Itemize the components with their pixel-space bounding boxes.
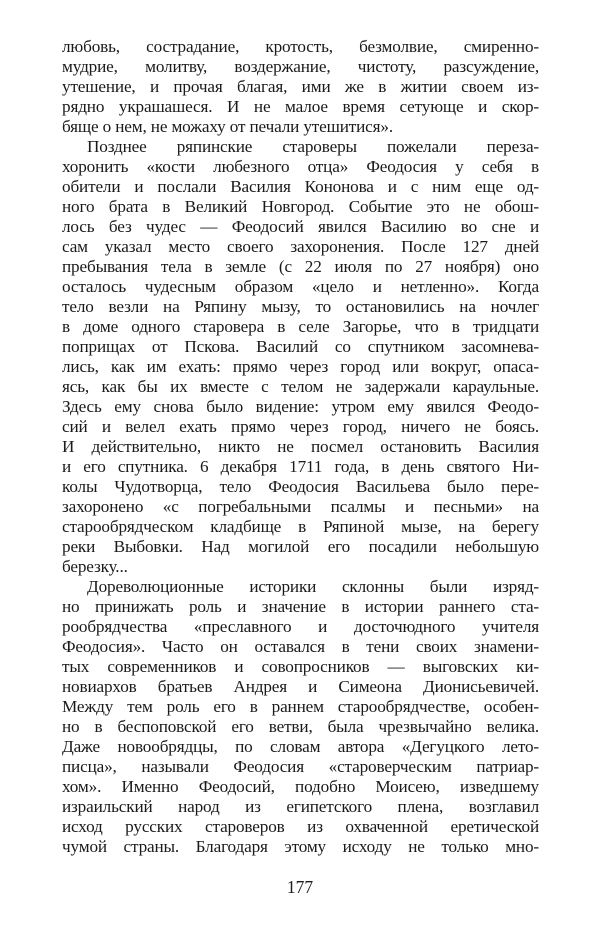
- page-body-text: [62, 37, 539, 857]
- text-line: рядно украшашеся. И не малое время сетующе и скор-: [62, 97, 539, 116]
- text-line: захоронено «с погребальными псалмы и песньми» на: [62, 497, 539, 516]
- text-line: Позднее ряпинские староверы пожелали переза-: [87, 137, 539, 156]
- text-line: лось без чудес — Феодосий явился Василию во сне и: [62, 217, 539, 236]
- text-line: тых современников и совопросников — выговских ки-: [62, 657, 539, 676]
- text-line: осталось чудесным образом «цело и нетленно». Когда: [62, 277, 539, 296]
- text-line: березку...: [62, 557, 128, 576]
- paragraph: [62, 577, 539, 857]
- text-line: Здесь ему снова было видение: утром ему явился Феодо-: [62, 397, 539, 416]
- text-line: хоронить «кости любезного отца» Феодосия у себя в: [62, 157, 539, 176]
- text-line: исход русских староверов из охваченной еретической: [62, 817, 539, 836]
- text-line: лись, как им ехать: прямо через город или вокруг, опаса-: [62, 357, 539, 376]
- paragraph: [62, 37, 539, 137]
- text-line: ясь, как бы их вместе с телом не задержали караульные.: [62, 377, 539, 396]
- page-number: 177: [286, 877, 314, 897]
- text-line: писца», называли Феодосия «староверческим патриар-: [62, 757, 539, 776]
- text-line: Феодосия». Часто он оставался в тени своих знамени-: [62, 637, 539, 656]
- text-line: пребывания тела в земле (с 22 июля по 27 ноября) оно: [62, 257, 539, 276]
- text-line: новиархов братьев Андрея и Симеона Дионисьевичей.: [62, 677, 539, 696]
- text-line: чумой страны. Благодаря этому исходу не только мно-: [62, 837, 539, 856]
- text-line: в доме одного старовера в селе Загорье, что в тридцати: [62, 317, 539, 336]
- text-line: и его спутника. 6 декабря 1711 года, в день святого Ни-: [62, 457, 539, 476]
- text-line: хом». Именно Феодосий, подобно Моисею, изведшему: [62, 777, 539, 796]
- text-line: Между тем роль его в раннем старообрядчестве, особен-: [62, 697, 539, 716]
- text-line: Дореволюционные историки склонны были изряд-: [87, 577, 539, 596]
- text-line: обители и послали Василия Кононова и с ним еще од-: [62, 177, 539, 196]
- text-line: бяще о нем, не можаху от печали утешитися».: [62, 117, 393, 136]
- text-line: колы Чудотворца, тело Феодосия Васильева было пере-: [62, 477, 539, 496]
- text-line: но принижать роль и значение в истории раннего ста-: [62, 597, 539, 616]
- text-line: утешение, и прочая благая, ими же в житии своем из-: [62, 77, 539, 96]
- text-line: ного брата в Великий Новгород. Событие это не обош-: [62, 197, 539, 216]
- text-line: рообрядчества «преславного и досточюдного учителя: [62, 617, 539, 636]
- text-line: И действительно, никто не посмел остановить Василия: [62, 437, 539, 456]
- text-line: но в беспоповской его ветви, была чрезвычайно велика.: [62, 717, 539, 736]
- text-line: израильский народ из египетского плена, возглавил: [62, 797, 539, 816]
- text-line: реки Выбовки. Над могилой его посадили небольшую: [62, 537, 539, 556]
- text-line: мудрие, молитву, воздержание, чистоту, разсуждение,: [62, 57, 539, 76]
- text-line: сий и велел ехать прямо через город, ничего не боясь.: [62, 417, 539, 436]
- text-line: тело везли на Ряпину мызу, то остановились на ночлег: [62, 297, 539, 316]
- text-line: старообрядческом кладбище в Ряпиной мызе, на берегу: [62, 517, 539, 536]
- text-line: сам указал место своего захоронения. После 127 дней: [62, 237, 539, 256]
- text-line: любовь, сострадание, кротость, безмолвие, смиренно-: [62, 37, 539, 56]
- text-line: Даже новообрядцы, по словам автора «Дегуцкого лето-: [62, 737, 539, 756]
- text-line: поприщах от Пскова. Василий со спутником засомнева-: [62, 337, 539, 356]
- paragraph: [62, 137, 539, 577]
